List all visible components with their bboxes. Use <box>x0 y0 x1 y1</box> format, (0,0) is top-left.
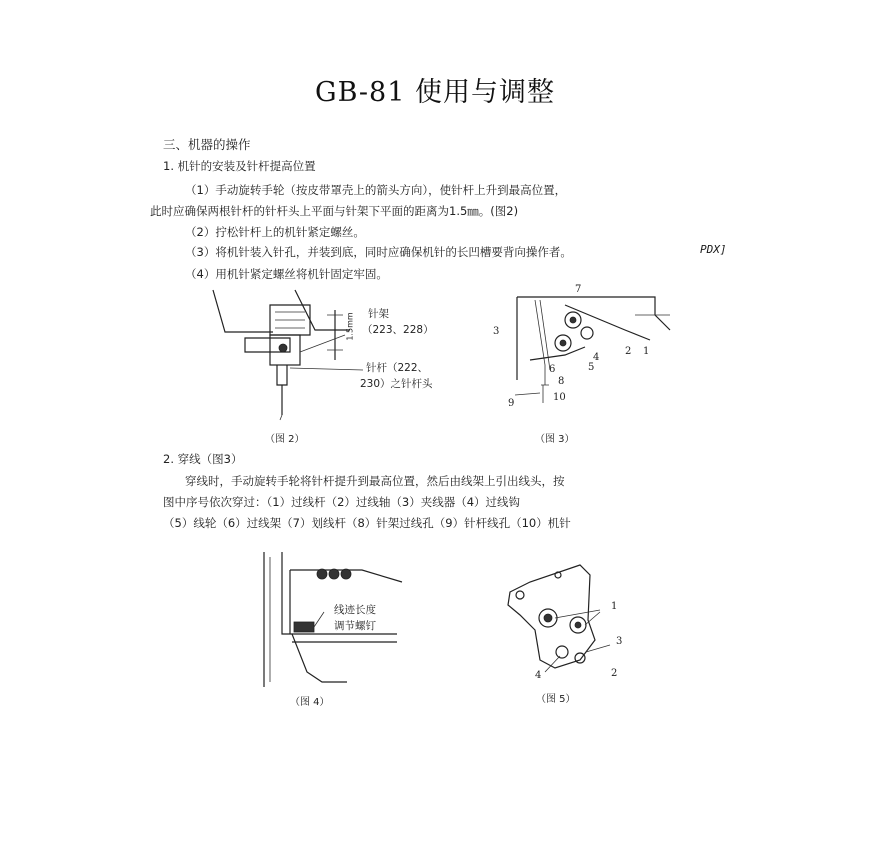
paragraph-1-line-1: （1）手动旋转手轮（按皮带罩壳上的箭头方向），使针杆上升到最高位置， <box>185 183 567 197</box>
fig3-number-7: 7 <box>575 284 582 295</box>
section-heading: 三、机器的操作 <box>163 137 251 152</box>
handwritten-note: PDX] <box>700 243 727 256</box>
paragraph-5-line-3: （5）线轮（6）过线架（7）划线杆（8）针架过线孔（9）针杆线孔（10）机针 <box>163 516 571 530</box>
fig3-number-9: 9 <box>508 398 515 409</box>
fig3-number-10: 10 <box>553 392 566 403</box>
figure-2-drawing <box>195 290 365 420</box>
fig3-number-2: 2 <box>625 346 632 357</box>
fig3-number-8: 8 <box>558 376 565 387</box>
fig2-label-needle-bar: 针杆（222、 <box>366 362 429 374</box>
item1-heading: 1. 机针的安装及针杆提高位置 <box>163 159 316 173</box>
fig5-number-3: 3 <box>616 636 623 647</box>
figure-3-drawing <box>505 285 675 415</box>
fig5-caption: （图 5） <box>536 694 576 705</box>
fig5-number-4: 4 <box>535 670 542 681</box>
fig3-number-1: 1 <box>643 346 650 357</box>
fig5-number-2: 2 <box>611 668 618 679</box>
item2-heading: 2. 穿线（图3） <box>163 452 243 466</box>
page-title: GB-81 使用与调整 <box>315 77 555 108</box>
paragraph-3: （3）将机针装入针孔，并装到底，同时应确保机针的长凹槽要背向操作者。 <box>185 245 572 259</box>
fig2-label-needle-frame-parts: （223、228） <box>362 324 434 336</box>
figure-5-drawing <box>500 560 630 680</box>
fig2-dimension-label: 1.5mm <box>345 312 355 341</box>
fig3-number-5: 5 <box>588 362 595 373</box>
fig3-number-6: 6 <box>549 364 556 375</box>
paragraph-2: （2）拧松针杆上的机针紧定螺丝。 <box>185 225 365 239</box>
fig2-label-needle-frame: 针架 <box>368 308 389 320</box>
fig2-caption: （图 2） <box>265 434 305 445</box>
fig3-caption: （图 3） <box>535 434 575 445</box>
fig2-label-needle-bar-head: 230）之针杆头 <box>360 378 433 390</box>
paragraph-4: （4）用机针紧定螺丝将机针固定牢固。 <box>185 267 388 281</box>
fig5-number-1: 1 <box>611 601 618 612</box>
fig3-number-4: 4 <box>593 352 600 363</box>
paragraph-5-line-1: 穿线时，手动旋转手轮将针杆提升到最高位置，然后由线架上引出线头，按 <box>185 474 565 488</box>
fig3-number-3: 3 <box>493 326 500 337</box>
fig4-label-line-1: 线迹长度 <box>334 604 376 616</box>
fig4-caption: （图 4） <box>290 697 330 708</box>
paragraph-1-line-2: 此时应确保两根针杆的针杆头上平面与针架下平面的距离为1.5㎜。(图2) <box>150 204 519 218</box>
paragraph-5-line-2: 图中序号依次穿过：（1）过线杆（2）过线轴（3）夹线器（4）过线钩 <box>163 495 521 509</box>
fig4-label-line-2: 调节螺钉 <box>334 620 376 632</box>
